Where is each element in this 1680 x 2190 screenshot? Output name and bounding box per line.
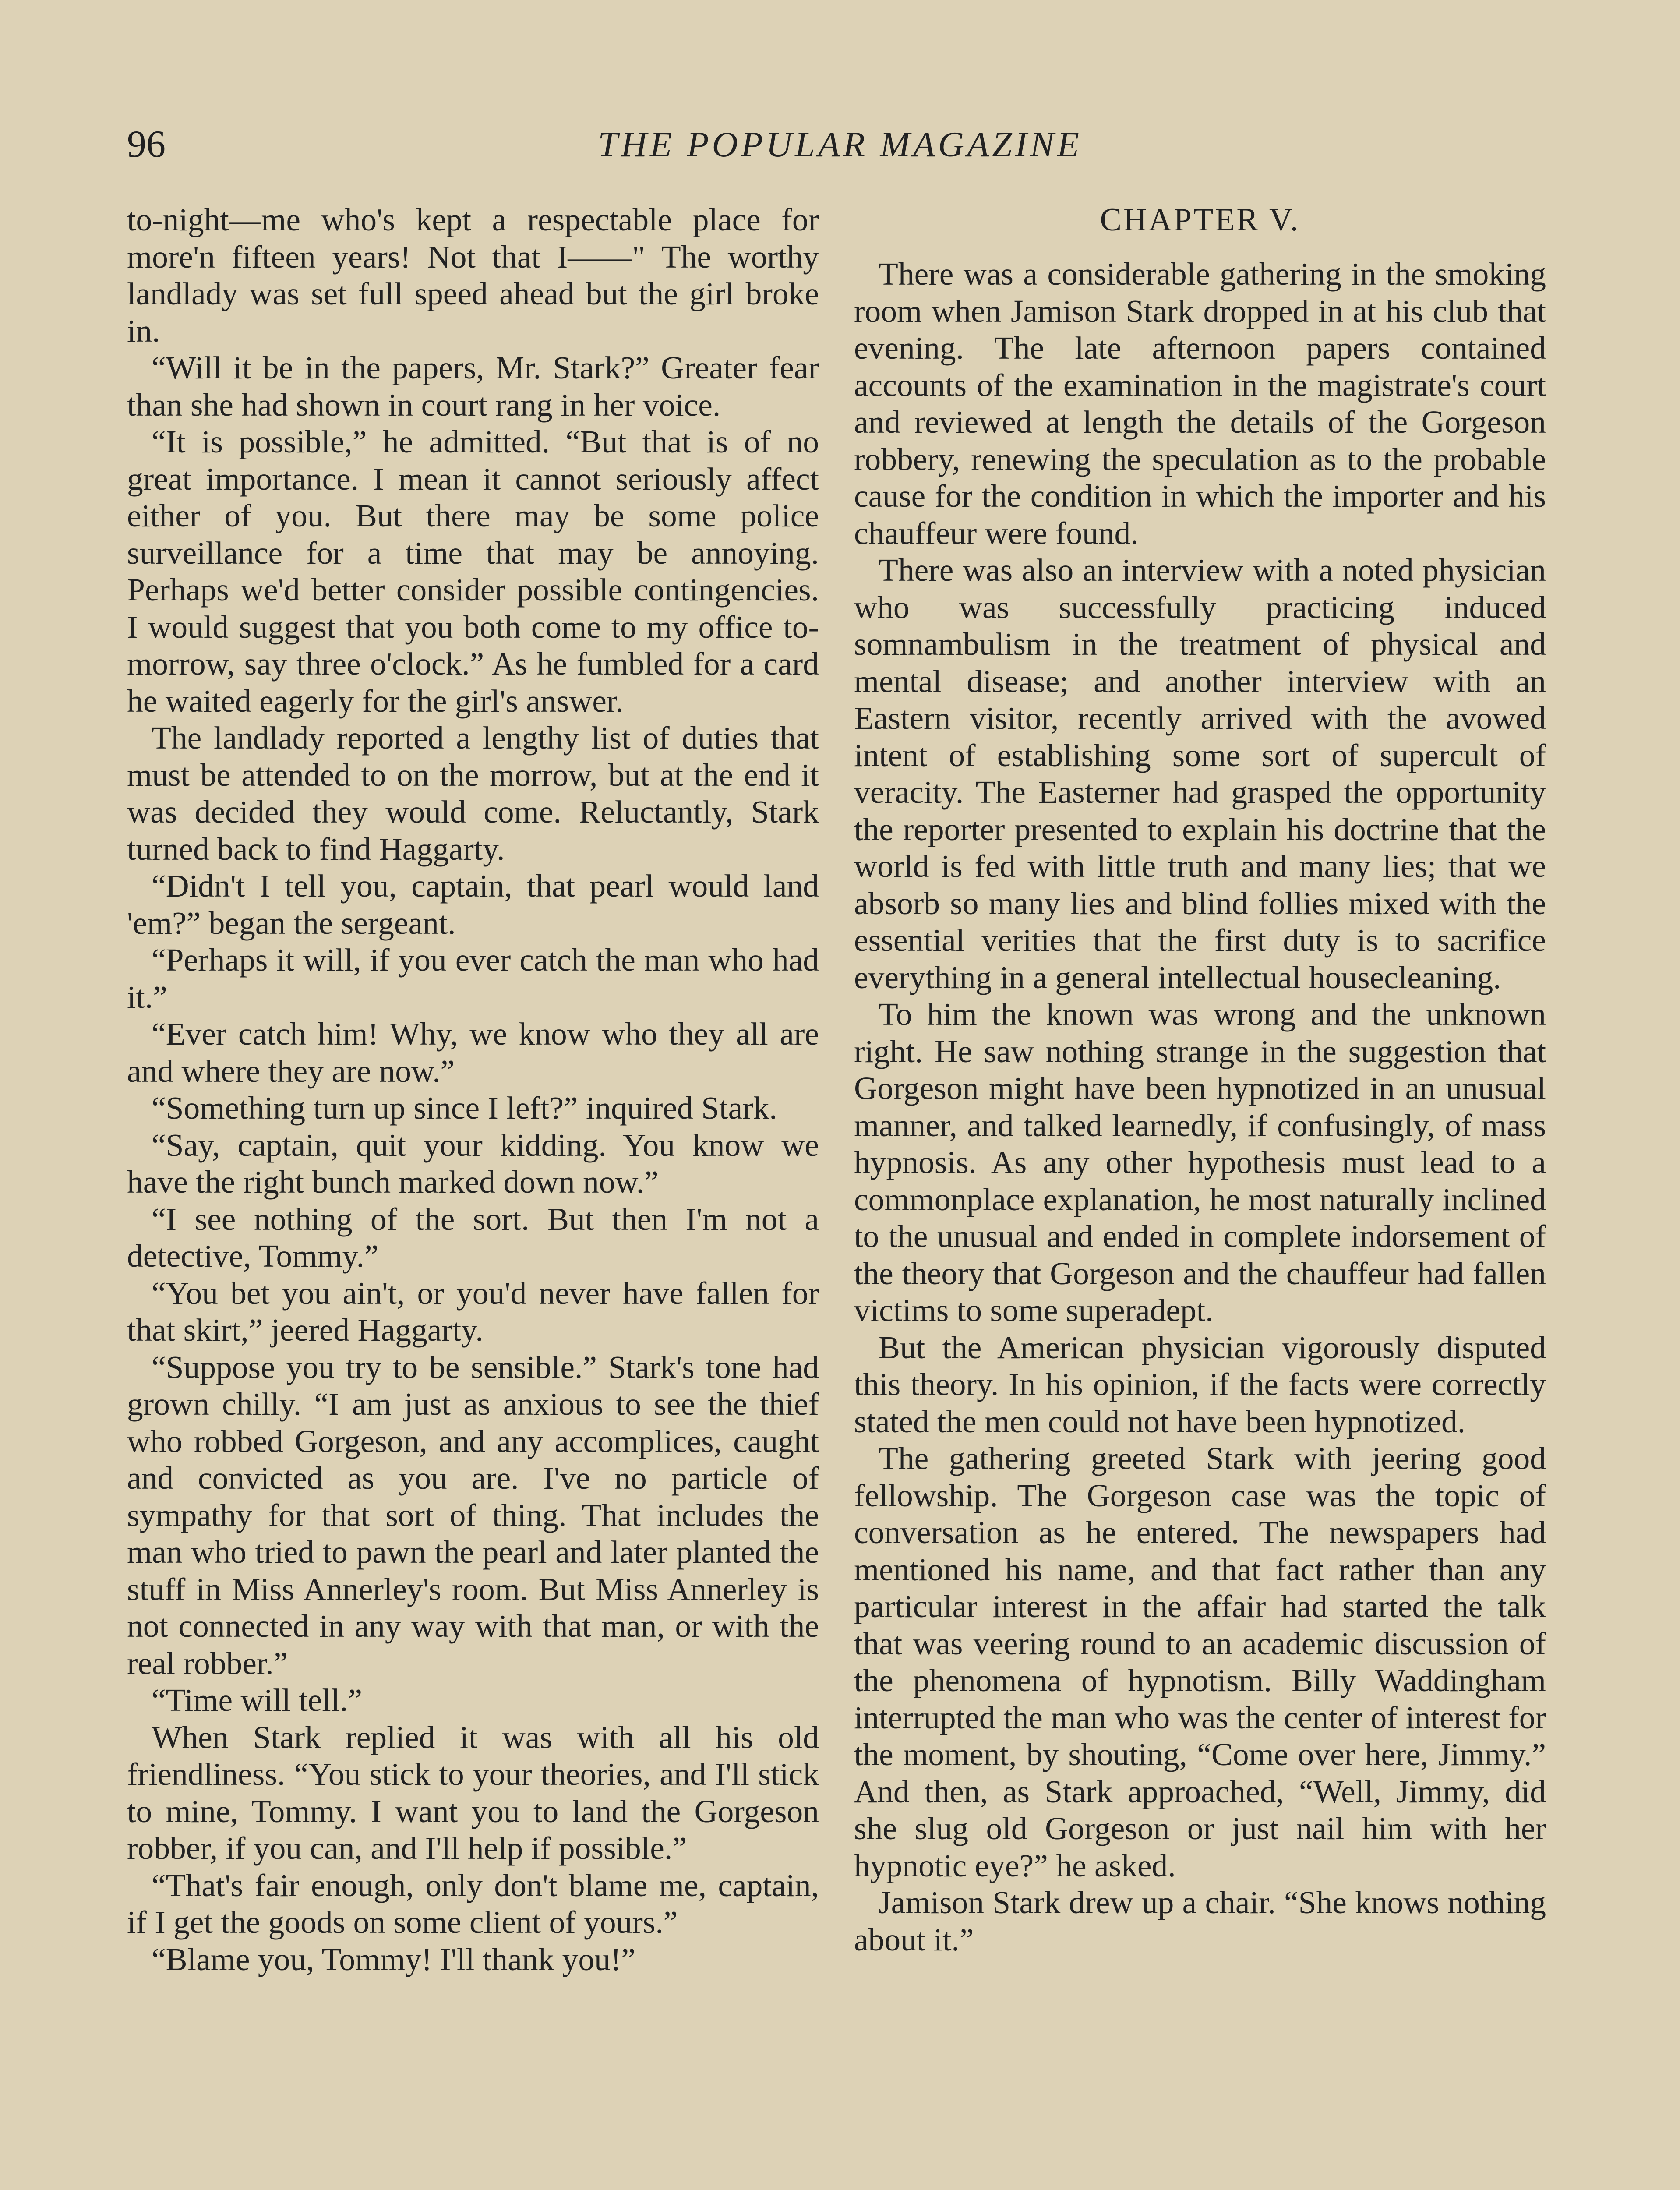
- paragraph: “Ever catch him! Why, we know who they all are and where they are now.”: [127, 1016, 819, 1089]
- paragraph: “I see nothing of the sort. But then I'm not a detective, Tommy.”: [127, 1201, 819, 1274]
- paragraph: “Suppose you try to be sensible.” Stark's tone had grown chilly. “I am just as anxious to see the thief who robbed Gorgeson, and any accomplices, caught and convicted as you are. I've no particle of sympathy for that sort of thing. That includes the man who tried to pawn the pearl and later planted the stuff in Miss Annerley's room. But Miss Annerley is not connected in any way with that man, or with the real robber.”: [127, 1349, 819, 1681]
- page-header: [0, 118, 1680, 171]
- paragraph: When Stark replied it was with all his old friendliness. “You stick to your theories, and I'll stick to mine, Tommy. I want you to land the Gorgeson robber, if you can, and I'll help if possible.”: [127, 1719, 819, 1866]
- paragraph: The landlady reported a lengthy list of duties that must be attended to on the morrow, but at the end it was decided they would come. Reluctantly, Stark turned back to find Haggarty.: [127, 720, 819, 867]
- paragraph: There was a considerable gathering in the smoking room when Jamison Stark dropped in at his club that evening. The late afternoon papers contained accounts of the examination in the magistrate's court and reviewed at length the details of the Gorgeson robbery, renewing the speculation as to the probable cause for the condition in which the importer and his chauffeur were found.: [854, 256, 1546, 551]
- paragraph: “Say, captain, quit your kidding. You know we have the right bunch marked down now.”: [127, 1127, 819, 1200]
- paragraph: “Something turn up since I left?” inquired Stark.: [152, 1090, 777, 1126]
- paragraph: The gathering greeted Stark with jeering good fellowship. The Gorgeson case was the topic of conversation as he entered. The newspapers had mentioned his name, and that fact rather than any particular interest in the affair had started the talk that was veering round to an academic discussion of the phenomena of hypnotism. Billy Waddingham interrupted the man who was the center of interest for the moment, by shouting, “Come over here, Jimmy.” And then, as Stark approached, “Well, Jimmy, did she slug old Gorgeson or just nail him with her hypnotic eye?” he asked.: [854, 1441, 1546, 1883]
- paragraph: To him the known was wrong and the unknown right. He saw nothing strange in the suggestion that Gorgeson might have been hypnotized in an unusual manner, and talked learnedly, if confusingly, of mass hypnosis. As any other hypothesis must lead to a commonplace explanation, he most naturally inclined to the unusual and ended in complete indorsement of the theory that Gorgeson and the chauffeur had fallen victims to some superadept.: [854, 996, 1546, 1328]
- left-column: [127, 201, 819, 1978]
- right-column: [854, 201, 1546, 1958]
- paragraph: to-night—me who's kept a respectable place for more'n fifteen years! Not that I——" The worthy landlady was set full speed ahead but the girl broke in.: [127, 202, 819, 349]
- paragraph: Jamison Stark drew up a chair. “She knows nothing about it.”: [854, 1885, 1546, 1957]
- paragraph: But the American physician vigorously disputed this theory. In his opinion, if the facts were correctly stated the men could not have been hypnotized.: [854, 1329, 1546, 1439]
- chapter-body: [854, 256, 1546, 1958]
- paragraph: “Time will tell.”: [152, 1682, 363, 1718]
- paragraph: There was also an interview with a noted physician who was successfully practicing induced somnambulism in the treatment of physical and mental disease; and another interview with an Eastern visitor, recently arrived with the avowed intent of establishing some sort of supercult of veracity. The Easterner had grasped the opportunity the reporter presented to explain his doctrine that the world is fed with little truth and many lies; that we absorb so many lies and blind follies mixed with the essential verities that the first duty is to sacrifice everything in a general intellectual housecleaning.: [854, 552, 1546, 995]
- paragraph: “Will it be in the papers, Mr. Stark?” Greater fear than she had shown in court rang in her voice.: [127, 350, 819, 423]
- paragraph: “Didn't I tell you, captain, that pearl would land 'em?” began the sergeant.: [127, 868, 819, 941]
- chapter-heading: CHAPTER V.: [1100, 202, 1300, 238]
- paragraph: “It is possible,” he admitted. “But that is of no great importance. I mean it cannot seriously affect either of you. But there may be some police surveillance for a time that may be annoying. Perhaps we'd better consider possible contingencies. I would suggest that you both come to my office to-morrow, say three o'clock.” As he fumbled for a card he waited eagerly for the girl's answer.: [127, 424, 819, 719]
- running-title: THE POPULAR MAGAZINE: [598, 124, 1082, 164]
- paragraph: “You bet you ain't, or you'd never have fallen for that skirt,” jeered Haggarty.: [127, 1275, 819, 1348]
- page-number: 96: [127, 123, 166, 166]
- paragraph: “Perhaps it will, if you ever catch the man who had it.”: [127, 942, 819, 1015]
- paragraph: “That's fair enough, only don't blame me, captain, if I get the goods on some client of yours.”: [127, 1867, 819, 1940]
- paragraph: “Blame you, Tommy! I'll thank you!”: [152, 1941, 635, 1977]
